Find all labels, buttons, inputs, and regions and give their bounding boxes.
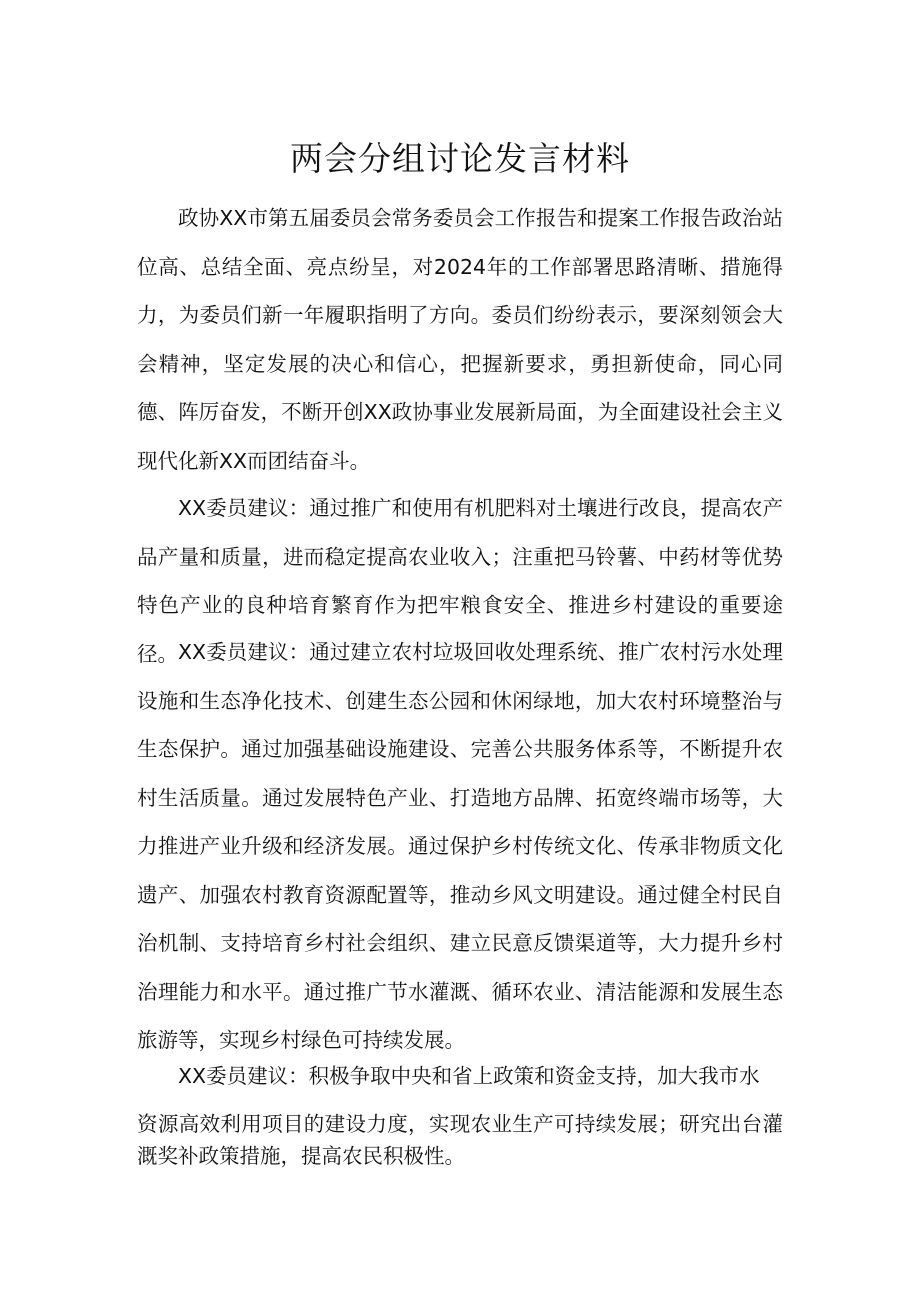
paragraph-suggestion-1: XX委员建议：通过推广和使用有机肥料对土壤进行改良，提高农产品产量和质量，进而稳定提高农业收入；注重把马铃薯、中药材等优势特色产业的良种培育繁育作为把牢粮食安全、推进乡村建设的重要途径。 bbox=[137, 496, 783, 666]
paragraph-intro: 政协XX市第五届委员会常务委员会工作报告和提案工作报告政治站位高、总结全面、亮点纷呈，对2024年的工作部署思路清晰、措施得力，为委员们新一年履职指明了方向。委员们纷纷表示，要深刻领会大会精神，坚定发展的决心和信心，把握新要求，勇担新使命，同心同德、阵厉奋发，不断开创XX政协事业发展新局面，为全面建设社会主义现代化新XX而团结奋斗。 bbox=[137, 206, 783, 473]
paragraph-suggestion-3-continued: 资源高效利用项目的建设力度，实现农业生产可持续发展；研究出台灌溉奖补政策措施，提高农民积极性。 bbox=[137, 1112, 783, 1168]
paragraph-suggestion-3: XX委员建议：积极争取中央和省上政策和资金支持，加大我市水 bbox=[178, 1064, 760, 1088]
document-title: 两会分组讨论发言材料 bbox=[290, 139, 630, 178]
paragraph-suggestion-2: XX委员建议：通过建立农村垃圾回收处理系统、推广农村污水处理设施和生态净化技术、创建生态公园和休闲绿地，加大农村环境整治与生态保护。通过加强基础设施建设、完善公共服务体系等，不断提升农村生活质量。通过发展特色产业、打造地方品牌、拓宽终端市场等，大力推进产业升级和经济发展。通过保护乡村传统文化、传承非物质文化遗产、加强农村教育资源配置等，推动乡风文明建设。通过健全村民自治机制、支持培育乡村社会组织、建立民意反馈渠道等，大力提升乡村治理能力和水平。通过推广节水灌溉、循环农业、清洁能源和发展生态旅游等，实现乡村绿色可持续发展。 bbox=[137, 640, 783, 1052]
